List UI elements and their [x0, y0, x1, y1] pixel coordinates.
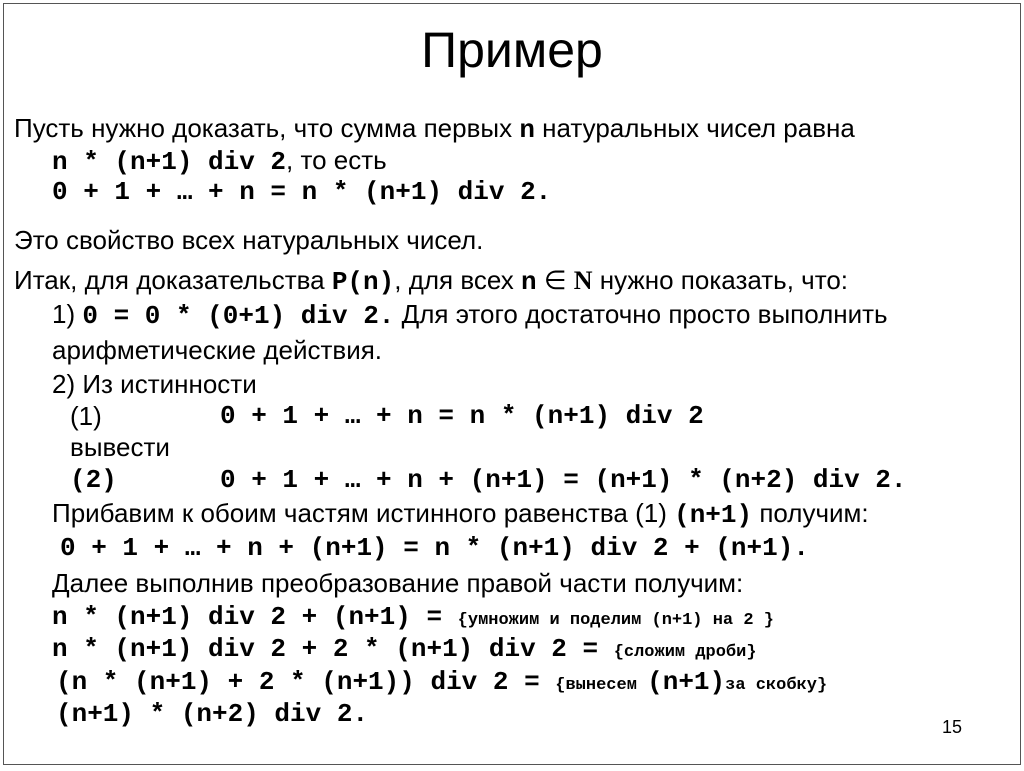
eq1-label: (1) — [70, 401, 102, 431]
transform-step-3 — [56, 664, 827, 702]
t3-term: (n+1) — [647, 667, 726, 697]
t3-comment-b: за скобку} — [725, 676, 828, 695]
natural-set-symbol: N — [573, 266, 593, 295]
add-text-b: получим: — [752, 498, 869, 528]
t2-comment: {сложим дроби} — [613, 643, 757, 662]
intro-text: Пусть нужно доказать, что сумма первых — [14, 113, 520, 143]
intro-line — [14, 112, 855, 146]
proof-intro-line — [14, 264, 848, 298]
eq2-label: (2) — [70, 465, 117, 495]
step1-line-2: арифметические действия. — [52, 335, 383, 365]
t3-formula: (n * (n+1) + 2 * (n+1)) div 2 = — [56, 667, 556, 697]
t2-formula: n * (n+1) div 2 + 2 * (n+1) div 2 = — [52, 634, 614, 664]
proof-intro-text-b: , для всех — [394, 265, 521, 295]
step1-formula: 0 = 0 * (0+1) div 2. — [82, 301, 395, 331]
eq3: 0 + 1 + … + n + (n+1) = n * (n+1) div 2 + (n+1). — [60, 533, 809, 563]
add-line — [52, 497, 869, 531]
step1-line — [52, 298, 888, 332]
step1-number: 1) — [52, 299, 76, 329]
slide — [3, 3, 1021, 765]
proof-intro-text-c: нужно показать, что: — [592, 265, 849, 295]
page-number: 15 — [941, 717, 962, 737]
t1-comment: {умножим и поделим (n+1) на 2 } — [457, 611, 774, 630]
add-term: (n+1) — [674, 500, 753, 530]
n-variable: n — [519, 115, 535, 145]
transform-step-4: (n+1) * (n+2) div 2. — [56, 699, 369, 729]
t3-comment: {вынесем — [555, 676, 648, 695]
derive-text: вывести — [70, 432, 170, 462]
eq1: 0 + 1 + … + n = n * (n+1) div 2 — [220, 401, 704, 431]
predicate: P(n) — [331, 267, 395, 297]
formula-line-1 — [52, 144, 387, 178]
step2-header: 2) Из истинности — [52, 369, 257, 399]
that-is-text: , то есть — [286, 145, 387, 175]
proof-intro-text: Итак, для доказательства — [14, 265, 332, 295]
t1-formula: n * (n+1) div 2 + (n+1) = — [52, 602, 458, 632]
step1-text: Для этого достаточно просто выполнить — [401, 299, 888, 329]
slide-title: Пример — [421, 22, 603, 78]
n-variable: n — [520, 267, 537, 297]
sum-formula: n * (n+1) div 2 — [52, 147, 287, 177]
eq2: 0 + 1 + … + n + (n+1) = (n+1) * (n+2) div 2. — [220, 465, 907, 495]
property-line: Это свойство всех натуральных чисел. — [14, 225, 484, 255]
intro-text-continued: натуральных чисел равна — [534, 113, 855, 143]
element-of-symbol: ∈ — [543, 265, 567, 295]
formula-line-2: 0 + 1 + … + n = n * (n+1) div 2. — [52, 177, 552, 207]
add-text: Прибавим к обоим частям истинного равенства (1) — [52, 498, 675, 528]
transform-line: Далее выполнив преобразование правой части получим: — [52, 568, 744, 598]
